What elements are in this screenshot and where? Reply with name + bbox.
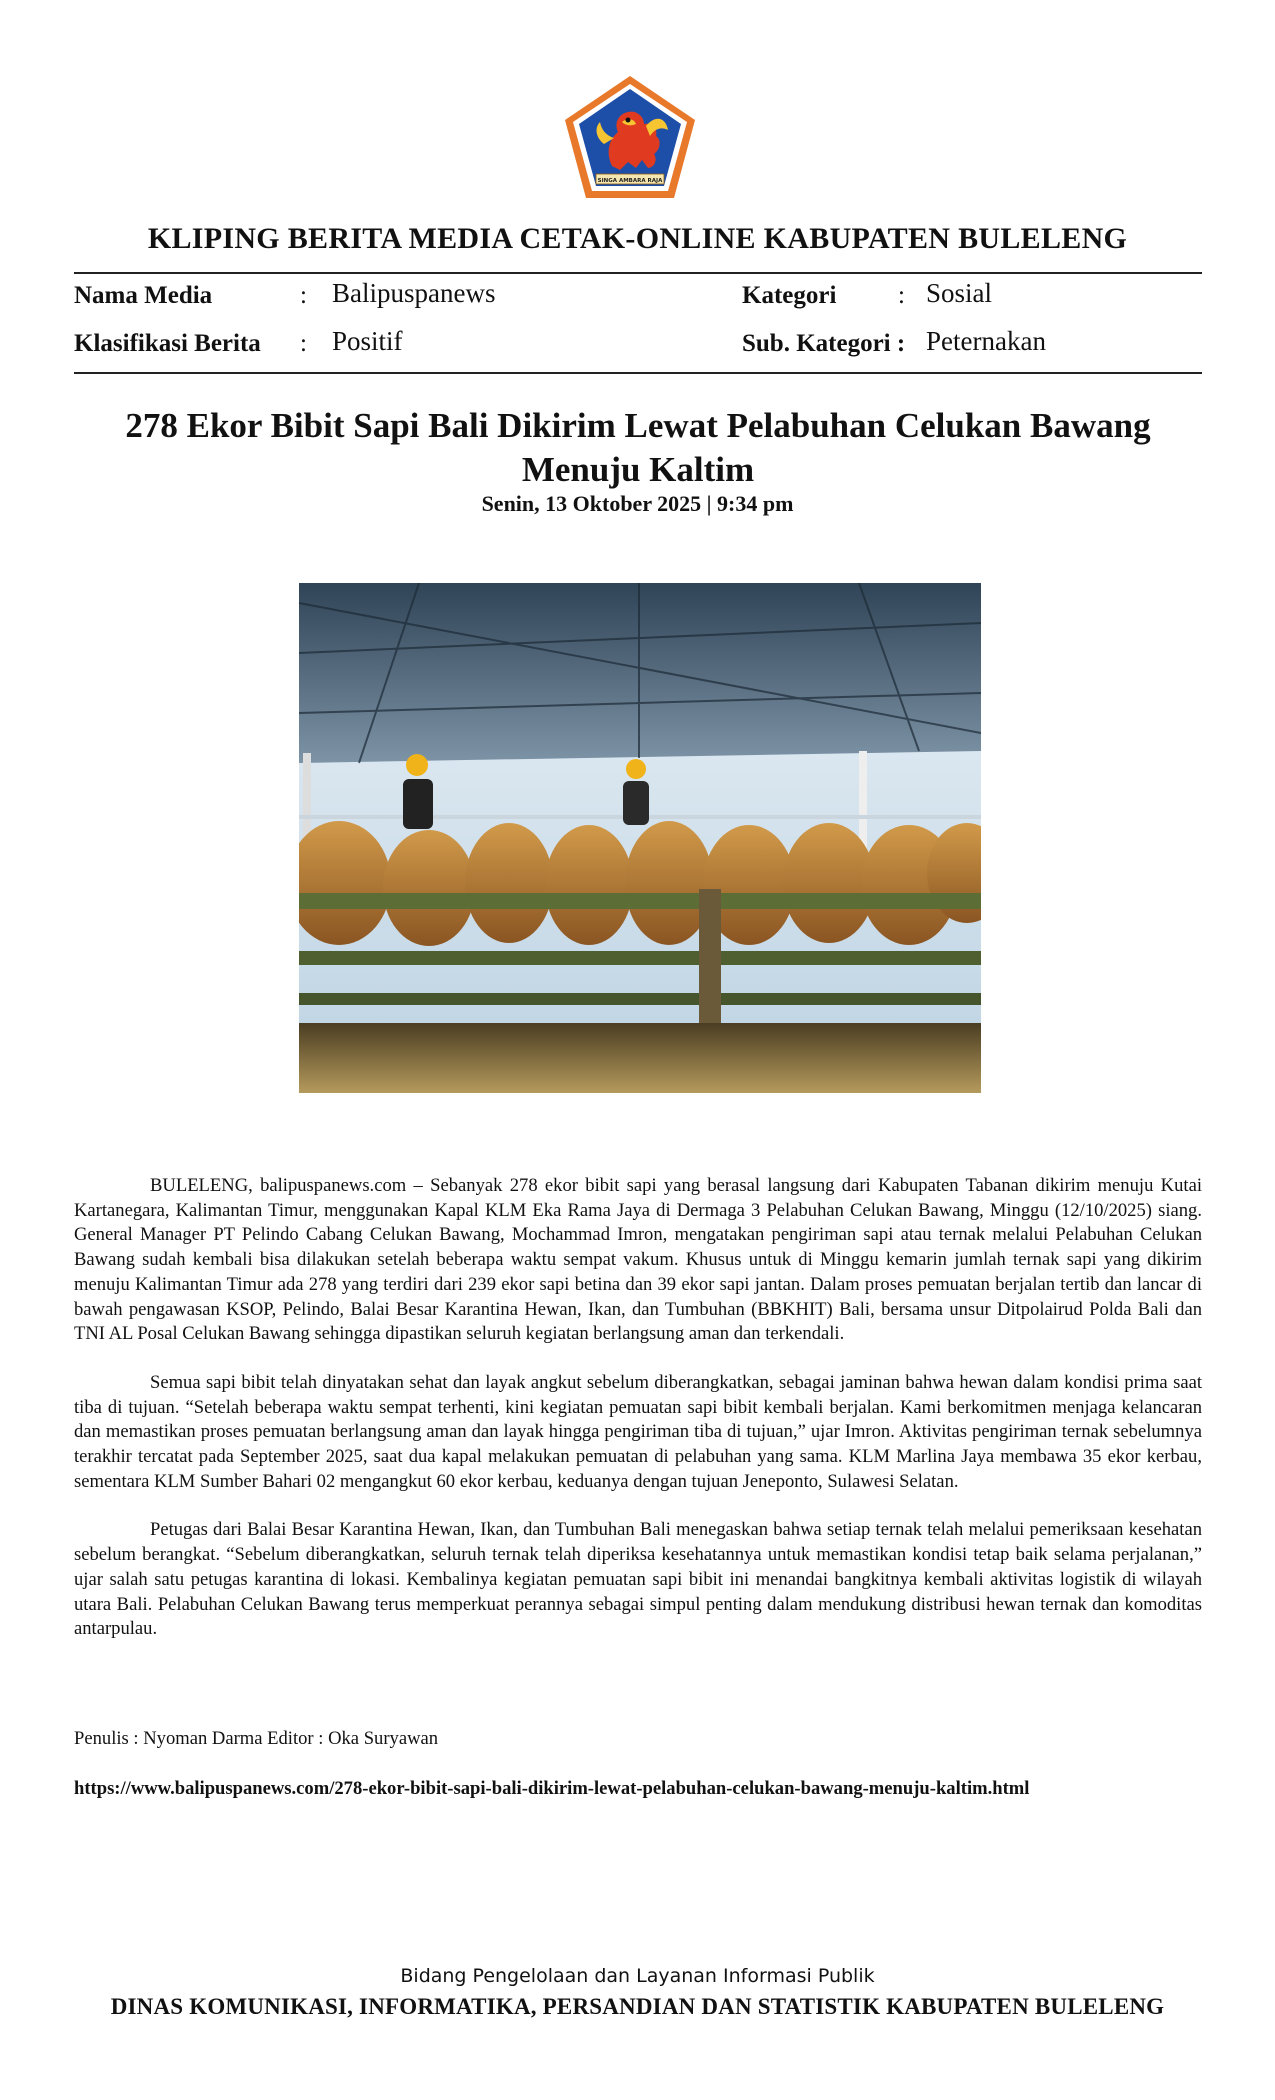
kategori-colon: : (898, 282, 905, 309)
crest-motto: SINGA AMBARA RAJA (597, 178, 663, 184)
klasifikasi-colon: : (300, 330, 307, 357)
kategori-value: Sosial (926, 278, 993, 308)
klasifikasi-label: Klasifikasi Berita (74, 330, 261, 357)
article-headline: 278 Ekor Bibit Sapi Bali Dikirim Lewat Pelabuhan Celukan Bawang Menuju Kaltim (125, 406, 1151, 489)
article-body (74, 1174, 1202, 1666)
regency-crest-logo (562, 74, 698, 202)
footer-division: Bidang Pengelolaan dan Layanan Informasi Publik (400, 1965, 875, 1987)
article-paragraph: Semua sapi bibit telah dinyatakan sehat dan layak angkut sebelum diberangkatkan, sebagai jaminan bahwa hewan dalam kondisi prima saat tiba di tujuan. “Setelah beberapa waktu sempat terhenti, kini kegiatan pemuatan sapi bibit kembali berjalan. Kami berkomitmen menjaga kelancaran dan memastikan proses pemuatan berlangsung aman dan layak hingga pengiriman tiba di tujuan,” ujar Imron. Aktivitas pengiriman ternak sebelumnya terakhir tercatat pada September 2025, saat dua kapal melakukan pemuatan di pelabuhan yang sama. KLM Marlina Jaya membawa 35 ekor kerbau, sementara KLM Sumber Bahari 02 mengangkut 60 ekor kerbau, keduanya dengan tujuan Jeneponto, Sulawesi Selatan. (74, 1371, 1202, 1492)
klasifikasi-value: Positif (332, 326, 403, 356)
clipping-title: KLIPING BERITA MEDIA CETAK-ONLINE KABUPATEN BULELENG (147, 222, 1128, 255)
divider-bottom (74, 372, 1202, 374)
divider-top (74, 272, 1202, 274)
article-credits: Penulis : Nyoman Darma Editor : Oka Suryawan (74, 1728, 439, 1749)
article-photo (299, 583, 981, 1093)
article-dateline: Senin, 13 Oktober 2025 | 9:34 pm (481, 491, 794, 516)
media-label: Nama Media (74, 282, 213, 309)
sub-kategori-value: Peternakan (926, 326, 1046, 356)
footer-agency: DINAS KOMUNIKASI, INFORMATIKA, PERSANDIAN DAN STATISTIK KABUPATEN BULELENG (110, 1994, 1165, 2019)
article-url[interactable]: https://www.balipuspanews.com/278-ekor-bibit-sapi-bali-dikirim-lewat-pelabuhan-celukan-bawang-menuju-kaltim.html (74, 1778, 1030, 1799)
media-value: Balipuspanews (332, 278, 496, 308)
article-paragraph: Petugas dari Balai Besar Karantina Hewan, Ikan, dan Tumbuhan Bali menegaskan bahwa setiap ternak telah melalui pemeriksaan kesehatan sebelum berangkat. “Sebelum diberangkatkan, seluruh ternak telah diperiksa kesehatannya untuk memastikan kondisi tetap baik selama perjalanan,” ujar salah satu petugas karantina di lokasi. Kembalinya kegiatan pemuatan sapi bibit ini menandai bangkitnya kembali aktivitas logistik di wilayah utara Bali. Pelabuhan Celukan Bawang terus memperkuat perannya sebagai simpul penting dalam mendukung distribusi hewan ternak dan komoditas antarpulau. (74, 1519, 1202, 1640)
sub-kategori-label: Sub. Kategori : (742, 330, 906, 357)
kategori-label: Kategori (742, 282, 837, 309)
media-colon: : (300, 282, 307, 309)
article-paragraph: BULELENG, balipuspanews.com – Sebanyak 278 ekor bibit sapi yang berasal langsung dari Kabupaten Tabanan dikirim menuju Kutai Kartanegara, Kalimantan Timur, menggunakan Kapal KLM Eka Rama Jaya di Dermaga 3 Pelabuhan Celukan Bawang, Minggu (12/10/2025) siang. General Manager PT Pelindo Cabang Celukan Bawang, Mochammad Imron, mengatakan pengiriman sapi atau ternak melalui Pelabuhan Celukan Bawang sudah kembali bisa dilakukan setelah beberapa waktu sempat vakum. Khusus untuk di Minggu kemarin jumlah ternak sapi yang dikirim menuju Kalimantan Timur ada 278 yang terdiri dari 239 ekor sapi betina dan 39 ekor sapi jantan. Dalam proses pemuatan berjalan tertib dan lancar di bawah pengawasan KSOP, Pelindo, Balai Besar Karantina Hewan, Ikan, dan Tumbuhan (BBKHIT) Bali, bersama unsur Ditpolairud Polda Bali dan TNI AL Posal Celukan Bawang sehingga dipastikan seluruh kegiatan berlangsung aman dan terkendali. (74, 1175, 1202, 1345)
